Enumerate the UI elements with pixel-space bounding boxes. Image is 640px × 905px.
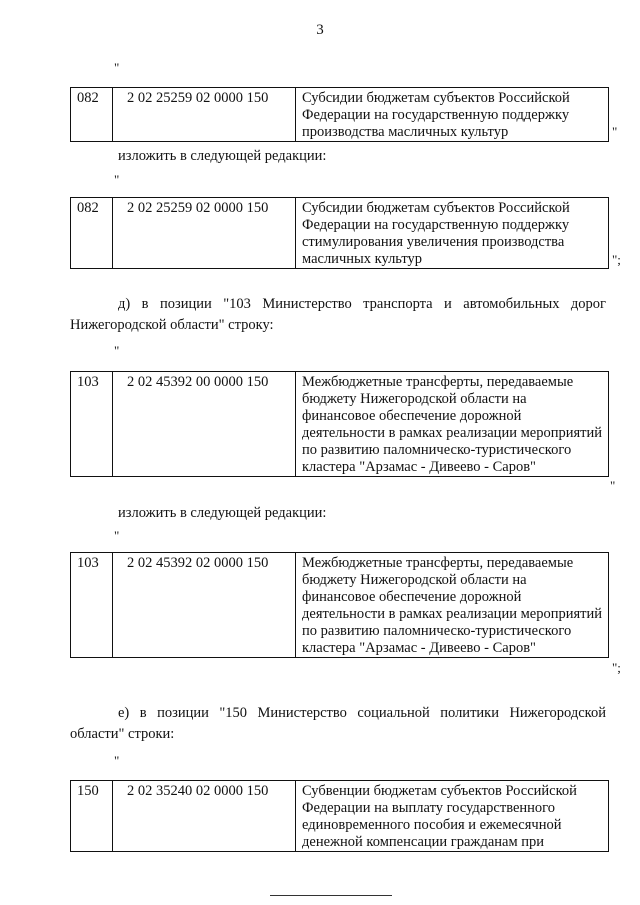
revenue-description: Субвенции бюджетам субъектов Российской Федерации на выплату государственного единовременного пособия и ежемесячной денежной компенсации гражданам при: [296, 781, 609, 852]
revenue-description: Субсидии бюджетам субъектов Российской Федерации на государственную поддержку производства масличных культур: [296, 88, 609, 142]
budget-classification-code: 2 02 25259 02 0000 150: [113, 198, 296, 269]
chapter-code: 082: [71, 198, 113, 269]
table-row: [70, 780, 609, 852]
budget-classification-code: 2 02 25259 02 0000 150: [113, 88, 296, 142]
table-row: [70, 552, 609, 658]
paragraph-d-text: д) в позиции "103 Министерство транспорта и автомобильных дорог Нижегородской области" строку:: [70, 296, 606, 333]
chapter-code: 103: [71, 553, 113, 658]
closing-quote: ": [612, 124, 618, 139]
opening-quote: ": [114, 343, 120, 358]
closing-quote: ";: [612, 660, 621, 675]
chapter-code: 082: [71, 88, 113, 142]
table-row: [70, 371, 609, 477]
budget-classification-code: 2 02 45392 00 0000 150: [113, 372, 296, 477]
closing-quote: ";: [612, 252, 621, 267]
paragraph-e-text: е) в позиции "150 Министерство социальной политики Нижегородской области" строки:: [70, 705, 606, 742]
paragraph-e: [70, 703, 606, 745]
revenue-description: Межбюджетные трансферты, передаваемые бюджету Нижегородской области на финансовое обеспечение дорожной деятельности в рамках реализации мероприятий по развитию паломническо-туристического кластера "Арзамас - Дивеево - Саров": [296, 372, 609, 477]
revenue-description: Межбюджетные трансферты, передаваемые бюджету Нижегородской области на финансовое обеспечение дорожной деятельности в рамках реализации мероприятий по развитию паломническо-туристического кластера "Арзамас - Дивеево - Саров": [296, 553, 609, 658]
budget-classification-code: 2 02 35240 02 0000 150: [113, 781, 296, 852]
paragraph-d: [70, 294, 606, 336]
revenue-description: Субсидии бюджетам субъектов Российской Федерации на государственную поддержку стимулирования увеличения производства масличных культур: [296, 198, 609, 269]
opening-quote: ": [114, 753, 120, 768]
opening-quote: ": [114, 528, 120, 543]
closing-quote: ": [610, 478, 616, 493]
budget-classification-code: 2 02 45392 02 0000 150: [113, 553, 296, 658]
chapter-code: 103: [71, 372, 113, 477]
table-row: [70, 197, 609, 269]
footer-rule: [270, 895, 392, 896]
table-row: [70, 87, 609, 142]
page-number: 3: [316, 22, 324, 38]
instruction-text: изложить в следующей редакции:: [118, 148, 327, 164]
instruction-text: изложить в следующей редакции:: [118, 505, 327, 521]
opening-quote: ": [114, 172, 120, 187]
chapter-code: 150: [71, 781, 113, 852]
opening-quote: ": [114, 60, 120, 75]
